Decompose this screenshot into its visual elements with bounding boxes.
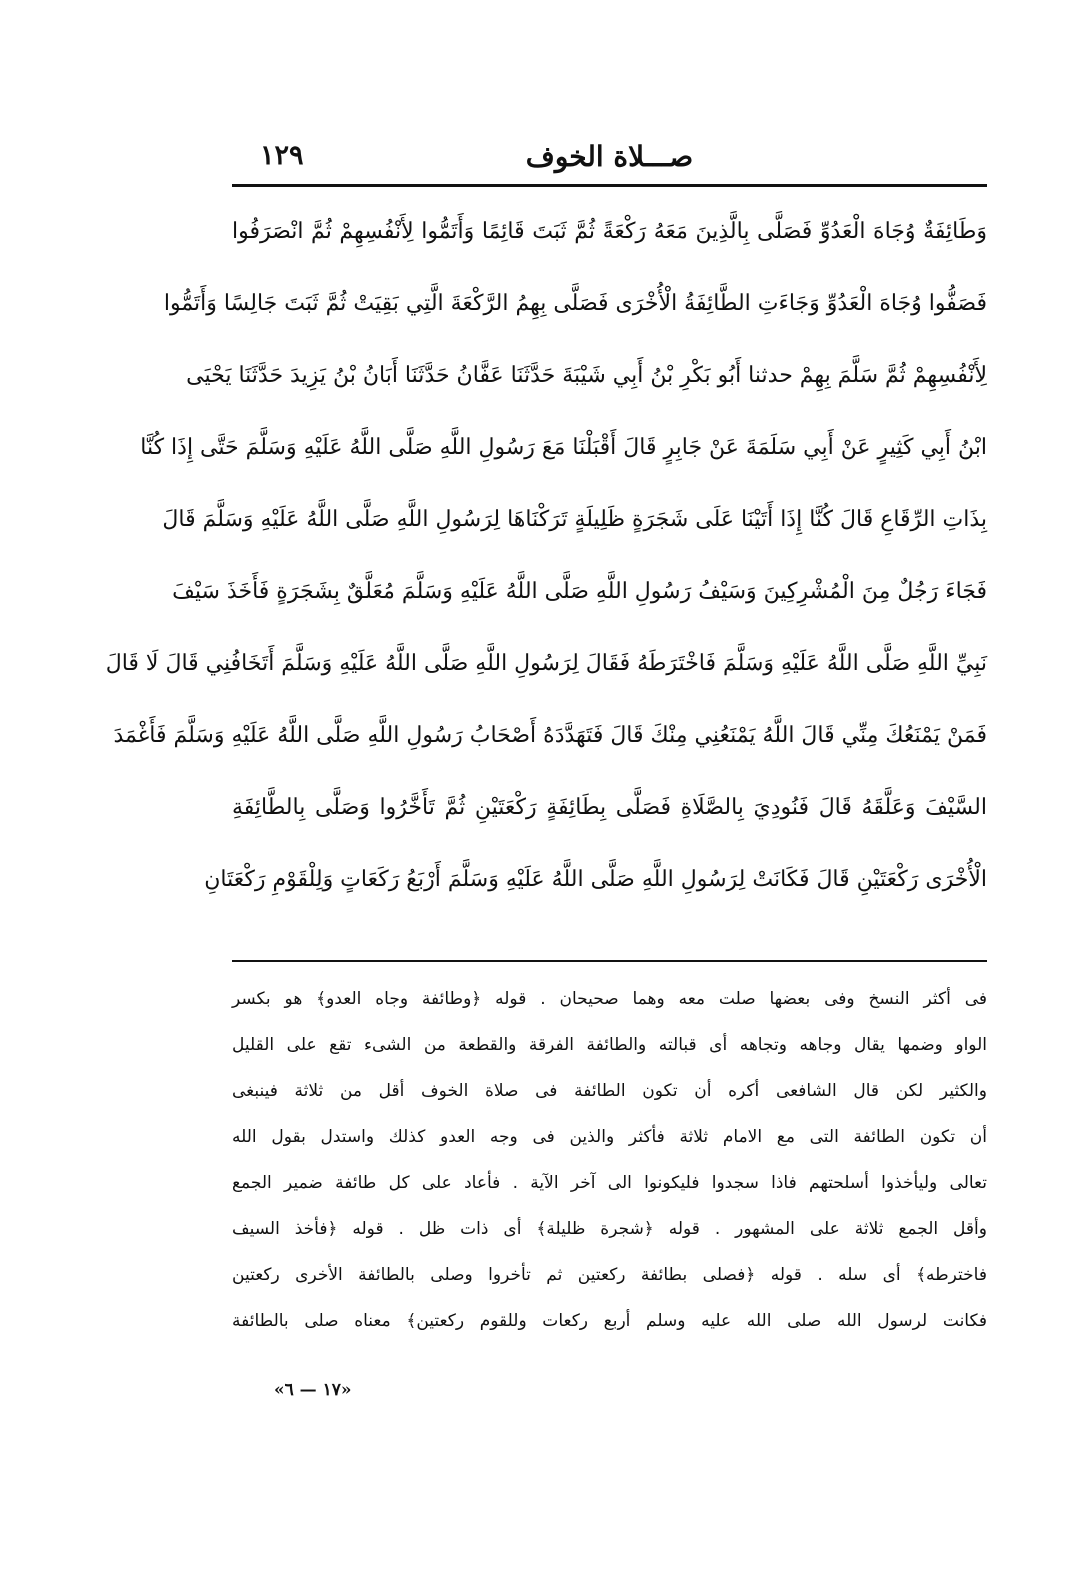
hadith-line: نَبِيِّ اللَّهِ صَلَّى اللَّهُ عَلَيْهِ وَسَلَّمَ فَاخْتَرَطَهُ فَقَالَ لِرَسُولِ اللَّهِ صَلَّى اللَّهُ عَلَيْهِ وَسَلَّمَ أَتَخَافُنِي قَالَ لَا قَالَ <box>105 651 987 676</box>
hadith-line: فَمَنْ يَمْنَعُكَ مِنِّي قَالَ اللَّهُ يَمْنَعُنِي مِنْكَ قَالَ فَتَهَدَّدَهُ أَصْحَابُ رَسُولِ اللَّهِ صَلَّى اللَّهُ عَلَيْهِ وَسَلَّمَ فَأَغْمَدَ <box>113 723 987 748</box>
commentary-line: وأقل الجمع ثلاثة على المشهور . قوله ﴿شجرة ظليلة﴾ أى ذات ظل . قوله ﴿فأخذ السيف <box>232 1219 987 1239</box>
hadith-line: لِأَنْفُسِهِمْ ثُمَّ سَلَّمَ بِهِمْ حدثنا أَبُو بَكْرِ بْنُ أَبِي شَيْبَةَ حَدَّثَنَا عَفَّانُ حَدَّثَنَا أَبَانُ بْنُ يَزِيدَ حَدَّثَنَا يَحْيَى <box>186 363 987 388</box>
commentary-line: الواو وضمها يقال وجاهه وتجاهه أى قبالته والطائفة الفرقة والقطعة من الشىء تقع على القليل <box>232 1035 987 1055</box>
page-header <box>232 136 987 180</box>
commentary-line: والكثير لكن قال الشافعى أكره أن تكون الطائفة فى صلاة الخوف أقل من ثلاثة فينبغى <box>232 1081 987 1101</box>
commentary-line: أن تكون الطائفة التى مع الامام ثلاثة فأكثر والذين فى وجه العدو كذلك واستدل بقول الله <box>232 1127 987 1147</box>
hadith-line: فَجَاءَ رَجُلٌ مِنَ الْمُشْرِكِينَ وَسَيْفُ رَسُولِ اللَّهِ صَلَّى اللَّهُ عَلَيْهِ وَسَلَّمَ مُعَلَّقٌ بِشَجَرَةٍ فَأَخَذَ سَيْفَ <box>172 579 987 604</box>
hadith-line: وَطَائِفَةٌ وُجَاهَ الْعَدُوِّ فَصَلَّى بِالَّذِينَ مَعَهُ رَكْعَةً ثُمَّ ثَبَتَ قَائِمًا وَأَتَمُّوا لِأَنْفُسِهِمْ ثُمَّ انْصَرَفُوا <box>232 219 987 244</box>
hadith-line: السَّيْفَ وَعَلَّقَهُ قَالَ فَنُودِيَ بِالصَّلَاةِ فَصَلَّى بِطَائِفَةٍ رَكْعَتَيْنِ ثُمَّ تَأَخَّرُوا وَصَلَّى بِالطَّائِفَةِ <box>232 795 987 820</box>
hadith-line: الْأُخْرَى رَكْعَتَيْنِ قَالَ فَكَانَتْ لِرَسُولِ اللَّهِ صَلَّى اللَّهُ عَلَيْهِ وَسَلَّمَ أَرْبَعُ رَكَعَاتٍ وَلِلْقَوْمِ رَكْعَتَانِ <box>204 867 987 892</box>
hadith-line: فَصَفُّوا وُجَاهَ الْعَدُوِّ وَجَاءَتِ الطَّائِفَةُ الْأُخْرَى فَصَلَّى بِهِمُ الرَّكْعَةَ الَّتِي بَقِيَتْ ثُمَّ ثَبَتَ جَالِسًا وَأَتَمُّوا <box>163 291 987 316</box>
page-number: ١٢٩ <box>260 140 304 171</box>
hadith-text <box>105 196 987 916</box>
commentary-rule <box>232 960 987 962</box>
commentary-line: فى أكثر النسخ وفى بعضها صلت معه وهما صحيحان . قوله ﴿وطائفة وجاه العدو﴾ هو بكسر <box>232 989 987 1009</box>
header-rule <box>232 184 987 187</box>
signature-mark: «١٧ — ٦» <box>274 1380 352 1400</box>
hadith-line: بِذَاتِ الرِّقَاعِ قَالَ كُنَّا إِذَا أَتَيْنَا عَلَى شَجَرَةٍ ظَلِيلَةٍ تَرَكْنَاهَا لِرَسُولِ اللَّهِ صَلَّى اللَّهُ عَلَيْهِ وَسَلَّمَ قَالَ <box>162 507 987 532</box>
commentary-line: تعالى وليأخذوا أسلحتهم فاذا سجدوا فليكونوا الى آخر الآية . فأعاد على كل طائفة ضمير الجمع <box>232 1173 987 1193</box>
commentary-line: فكانت لرسول الله صلى الله عليه وسلم أربع ركعات وللقوم ركعتين﴾ معناه صلى بالطائفة <box>232 1311 987 1331</box>
running-title: صـــلاة الخوف <box>525 140 694 173</box>
commentary-text <box>232 976 987 1344</box>
hadith-line: ابْنُ أَبِي كَثِيرٍ عَنْ أَبِي سَلَمَةَ عَنْ جَابِرٍ قَالَ أَقْبَلْنَا مَعَ رَسُولِ اللَّهِ صَلَّى اللَّهُ عَلَيْهِ وَسَلَّمَ حَتَّى إِذَا كُنَّا <box>140 435 987 460</box>
commentary-line: فاخترطه﴾ أى سله . قوله ﴿فصلى بطائفة ركعتين ثم تأخروا وصلى بالطائفة الأخرى ركعتين <box>232 1265 987 1285</box>
